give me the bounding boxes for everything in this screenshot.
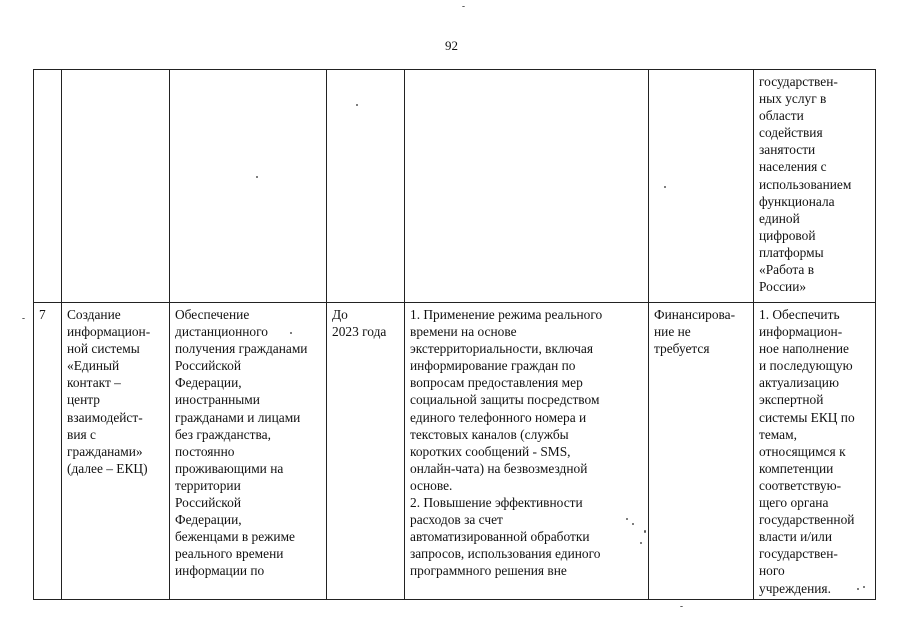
scan-speck [22, 318, 25, 319]
cell-expected-result: 1. Применение режима реального времени на основе экстерриториальности, включая информирование граждан по вопросам предоставления мер социальной защиты посредством единого телефонного номера и текстовых каналов (службы коротких сообщений - SMS, онлайн-чата) на безвозмездной основе. 2. Повышение эффективности расходов за счет автоматизированной обработки запросов, использования единого программного решения вне [405, 303, 649, 600]
scan-speck [462, 6, 465, 7]
scan-speck [664, 186, 666, 188]
measures-table [33, 69, 876, 600]
cell-measure-name [62, 70, 170, 303]
scan-speck [680, 606, 683, 607]
table-row [34, 303, 876, 600]
cell-responsibility: 1. Обеспечить информацион- ное наполнение и последующую актуализацию экспертной системы ЕКЦ по темам, относящимся к компетенции соответствую- щего органа государственной власти и/или государствен- ного учреждения. [754, 303, 876, 600]
scan-speck [644, 530, 646, 533]
cell-description [170, 70, 327, 303]
cell-number: 7 [34, 303, 62, 600]
scan-speck [626, 518, 628, 520]
cell-expected-result [405, 70, 649, 303]
scan-speck [290, 332, 292, 334]
page-number: 92 [445, 38, 458, 53]
cell-description: Обеспечение дистанционного получения гражданами Российской Федерации, иностранными гражданами и лицами без гражданства, постоянно проживающими на территории Российской Федерации, беженцами в режиме реального времени информации по [170, 303, 327, 600]
cell-responsibility: государствен- ных услуг в области содействия занятости населения с использованием функционала единой цифровой платформы «Работа в России» [754, 70, 876, 303]
scan-speck [632, 523, 634, 525]
cell-deadline: До 2023 года [327, 303, 405, 600]
scan-speck [256, 176, 258, 178]
scan-speck [857, 588, 859, 590]
scan-speck [640, 542, 642, 544]
cell-funding: Финансирова- ние не требуется [649, 303, 754, 600]
cell-number [34, 70, 62, 303]
scan-speck [863, 586, 865, 588]
table-row [34, 70, 876, 303]
scan-speck [356, 104, 358, 106]
cell-measure-name: Создание информацион- ной системы «Единый контакт – центр взаимодейст- вия с гражданами» (далее – ЕКЦ) [62, 303, 170, 600]
cell-deadline [327, 70, 405, 303]
